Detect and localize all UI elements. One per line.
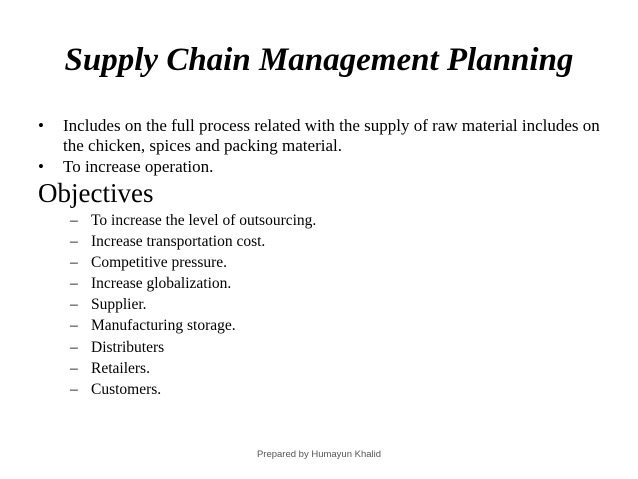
bullet-item	[38, 157, 618, 177]
objectives-list	[70, 210, 316, 400]
bullet-marker: •	[38, 116, 44, 135]
dash-marker: –	[70, 338, 78, 356]
footer-credit: Prepared by Humayun Khalid	[256, 449, 382, 460]
objective-text: Increase transportation cost.	[91, 233, 266, 251]
bullet-item	[38, 116, 618, 156]
dash-marker: –	[70, 233, 78, 251]
slide-title: Supply Chain Management Planning	[64, 42, 574, 78]
objective-text: Retailers.	[91, 359, 150, 377]
objective-item	[70, 252, 316, 273]
objective-text: Increase globalization.	[91, 275, 232, 293]
objective-item	[70, 294, 316, 315]
objective-text: Supplier.	[91, 296, 147, 314]
dash-marker: –	[70, 254, 78, 272]
objective-item	[70, 273, 316, 294]
objectives-heading: Objectives	[38, 178, 154, 208]
objective-text: To increase the level of outsourcing.	[91, 212, 317, 229]
objective-item	[70, 210, 316, 231]
dash-marker: –	[70, 317, 78, 335]
dash-marker: –	[70, 212, 78, 229]
bullet-list	[38, 116, 618, 178]
objective-item	[70, 231, 316, 252]
objective-item	[70, 337, 316, 358]
objective-text: Distributers	[91, 338, 165, 356]
bullet-text: Includes on the full process related with the supply of raw material includes on the chicken, spices and packing material.	[63, 116, 600, 155]
bullet-text: To increase operation.	[63, 157, 214, 176]
objective-item	[70, 358, 316, 379]
bullet-marker: •	[38, 157, 44, 176]
objective-item	[70, 315, 316, 336]
objective-text: Competitive pressure.	[91, 254, 228, 272]
dash-marker: –	[70, 380, 78, 398]
objective-item	[70, 379, 316, 400]
dash-marker: –	[70, 296, 78, 314]
dash-marker: –	[70, 275, 78, 293]
objective-text: Manufacturing storage.	[91, 317, 236, 335]
dash-marker: –	[70, 359, 78, 377]
objective-text: Customers.	[91, 380, 162, 398]
